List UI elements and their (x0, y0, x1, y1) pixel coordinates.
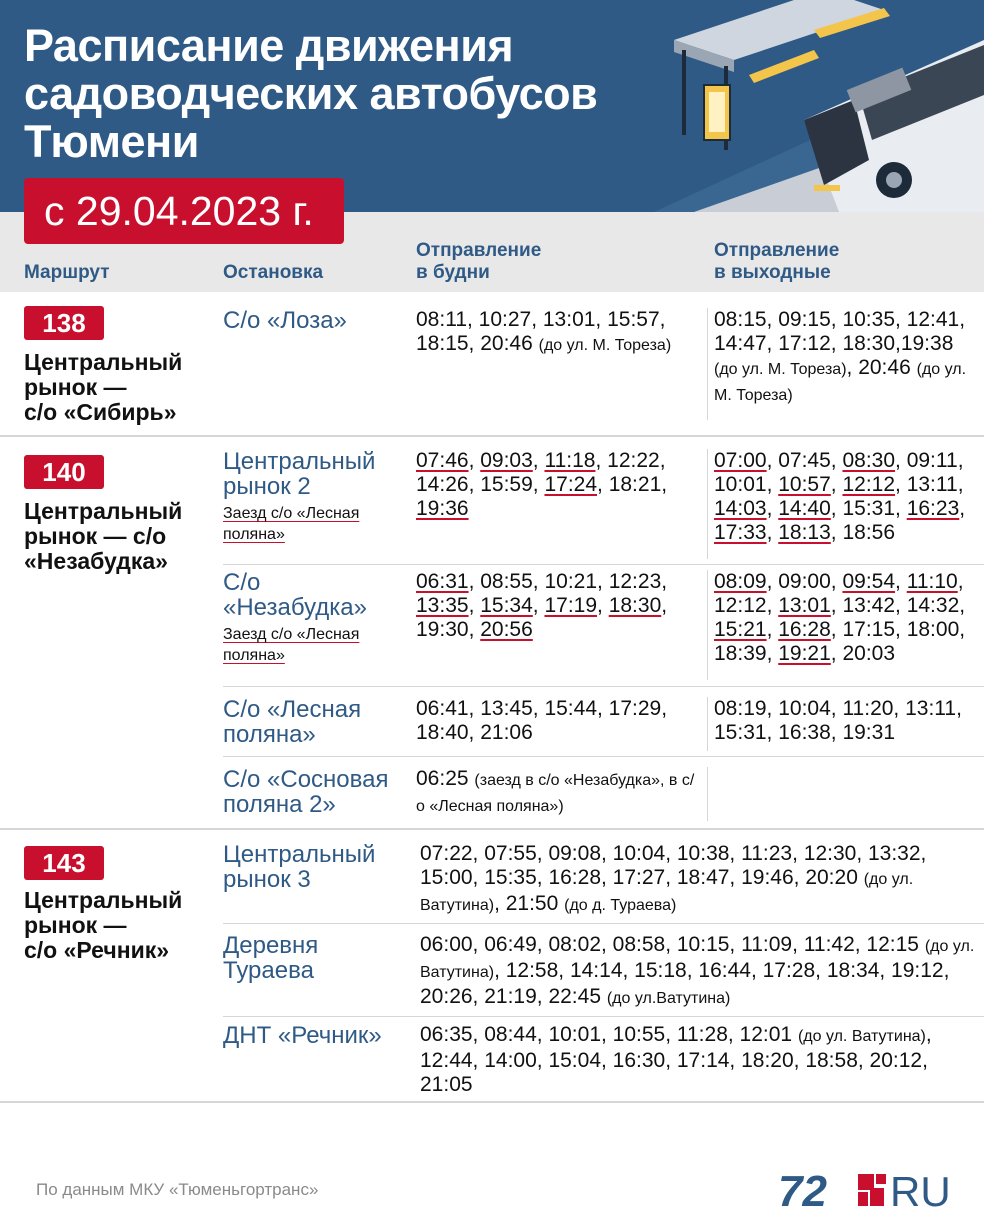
departure-time: 07:00 (714, 449, 767, 472)
stop-row (223, 449, 984, 565)
column-divider (707, 697, 708, 751)
weekend-times: 08:15, 09:15, 10:35, 12:41, 14:47, 17:12, 18:30,19:38 (до ул. М. Тореза), 20:46 (до ул. М. Тореза) (714, 308, 967, 404)
departure-time: 08:30 (842, 449, 896, 472)
all-days-times: 06:00, 06:49, 08:02, 08:58, 10:15, 11:09, 11:42, 12:15 (до ул. Ватутина), 12:58, 14:14, 15:18, 16:44, 17:28, 18:34, 19:12, 20:26, 21:19, 22:45 (до ул.Ватутина) (420, 933, 975, 1008)
route-number-badge: 140 (24, 455, 104, 489)
svg-text:RU: RU (890, 1168, 951, 1212)
stop-name: С/о «Лоза» (223, 307, 347, 334)
departure-time: 16:28 (778, 618, 831, 641)
all-days-times: 06:35, 08:44, 10:01, 10:55, 11:28, 12:01 (до ул. Ватутина), 12:44, 14:00, 15:04, 16:30, 17:14, 18:20, 18:58, 20:12, 21:05 (420, 1023, 932, 1096)
departure-time: 18:30 (608, 594, 662, 617)
route-name: Центральный рынок — с/о «Незабудка» (24, 498, 183, 574)
departure-time: 14:40 (778, 497, 831, 520)
route-number-badge: 138 (24, 306, 104, 340)
departure-time: 15:21 (714, 618, 767, 641)
weekday-times: 06:25 (заезд в с/о «Незабудка», в с/о «Лесная поляна») (416, 767, 695, 815)
departure-time: 06:31 (416, 570, 469, 593)
departure-time: 12:23 (608, 570, 662, 593)
stop-row (223, 933, 984, 1017)
weekend-times: 07:00, 07:45, 08:30, 09:11, 10:01, 10:57, 12:12, 13:11, 14:03, 14:40, 15:31, 16:23, 17:33, 18:13, 18:56 (714, 449, 966, 544)
departure-time: 07:46 (416, 449, 469, 472)
departure-time: 12:12 (842, 473, 896, 496)
departure-time: 12:22 (607, 449, 660, 472)
departure-time: 19:21 (778, 642, 831, 665)
weekday-times: 07:46, 09:03, 11:18, 12:22, 14:26, 15:59, 17:24, 18:21, 19:36 (416, 449, 668, 520)
column-stop: Остановка (223, 262, 324, 283)
weekday-times: 06:41, 13:45, 15:44, 17:29, 18:40, 21:06 (416, 697, 668, 744)
route-143 (0, 830, 984, 1103)
column-route: Маршрут (24, 262, 110, 283)
departure-time: 15:31 (842, 497, 896, 520)
departure-time: 08:55 (480, 570, 533, 593)
column-weekends: Отправление в выходные (714, 240, 840, 283)
departure-time: 17:24 (544, 473, 598, 496)
all-days-times: 07:22, 07:55, 09:08, 10:04, 10:38, 11:23, 12:30, 13:32, 15:00, 15:35, 16:28, 17:27, 18:47, 19:46, 20:20 (до ул. Ватутина), 21:50 (до д. Тураева) (420, 842, 927, 915)
departure-time: 18:00 (906, 618, 960, 641)
route-138 (0, 292, 984, 437)
departure-time: 08:09 (714, 570, 767, 593)
stop-row (223, 1023, 984, 1099)
departure-time: 14:26 (416, 473, 469, 496)
departure-time: 20:56 (480, 618, 533, 641)
stop-row (223, 308, 984, 428)
departure-time: 13:35 (416, 594, 469, 617)
departure-time: 15:34 (480, 594, 533, 617)
departure-time: 19:36 (416, 497, 469, 520)
departure-time: 09:03 (480, 449, 533, 472)
departure-time: 14:03 (714, 497, 767, 520)
column-divider (707, 767, 708, 821)
stop-name: С/о «Незабудка» Заезд с/о «Лесная поляна» (223, 570, 408, 666)
departure-time: 18:13 (778, 521, 831, 544)
page-title: Расписание движения садоводческих автобусов Тюмени (24, 20, 598, 167)
departure-time: 18:21 (608, 473, 662, 496)
departure-time: 10:01 (714, 473, 767, 496)
departure-time: 17:33 (714, 521, 767, 544)
72ru-logo (778, 1168, 958, 1212)
column-divider (707, 449, 708, 559)
route-name: Центральный рынок — с/о «Сибирь» (24, 349, 183, 425)
route-name: Центральный рынок — с/о «Речник» (24, 887, 183, 963)
column-weekdays: Отправление в будни (416, 240, 542, 283)
stop-row (223, 767, 984, 827)
departure-time: 16:23 (906, 497, 960, 520)
departure-time: 18:39 (714, 642, 767, 665)
departure-time: 17:15 (842, 618, 896, 641)
departure-time: 13:11 (906, 473, 958, 496)
stop-name: С/о «Лесная поляна» (223, 696, 362, 748)
departure-time: 10:57 (778, 473, 831, 496)
stop-name: С/о «Сосновая поляна 2» (223, 766, 389, 818)
bus-stop-illustration (654, 0, 984, 212)
source-note: По данным МКУ «Тюменьгортранс» (36, 1180, 319, 1199)
departure-time: 09:11 (906, 449, 958, 472)
svg-text:72: 72 (778, 1168, 827, 1212)
column-divider (707, 308, 708, 420)
departure-time: 12:12 (714, 594, 767, 617)
weekend-times: 08:19, 10:04, 11:20, 13:11, 15:31, 16:38, 19:31 (714, 697, 962, 744)
departure-time: 15:59 (480, 473, 533, 496)
date-badge: с 29.04.2023 г. (24, 178, 344, 244)
stop-note: Заезд с/о «Лесная поляна» (223, 505, 360, 543)
departure-time: 11:10 (906, 570, 958, 593)
departure-time: 09:54 (842, 570, 896, 593)
departure-time: 13:42 (842, 594, 896, 617)
departure-time: 17:19 (544, 594, 598, 617)
weekday-times: 06:31, 08:55, 10:21, 12:23, 13:35, 15:34, 17:19, 18:30, 19:30, 20:56 (416, 570, 668, 641)
stop-name: Деревня Тураева (223, 932, 319, 984)
weekday-times: 08:11, 10:27, 13:01, 15:57, 18:15, 20:46 (до ул. М. Тореза) (416, 308, 672, 355)
departure-time: 11:18 (544, 449, 596, 472)
stop-name: Центральный рынок 2 Заезд с/о «Лесная поляна» (223, 449, 408, 545)
column-divider (707, 570, 708, 680)
weekend-times: 08:09, 09:00, 09:54, 11:10, 12:12, 13:01, 13:42, 14:32, 15:21, 16:28, 17:15, 18:00, 18:39, 19:21, 20:03 (714, 570, 966, 665)
departure-time: 10:21 (544, 570, 598, 593)
stop-note: Заезд с/о «Лесная поляна» (223, 626, 360, 664)
departure-time: 19:30 (416, 618, 469, 641)
stop-row (223, 697, 984, 757)
departure-time: 13:01 (778, 594, 831, 617)
stop-name: ДНТ «Речник» (223, 1022, 382, 1049)
route-number-badge: 143 (24, 846, 104, 880)
departure-time: 18:56 (842, 521, 896, 544)
departure-time: 14:32 (906, 594, 960, 617)
departure-time: 07:45 (778, 449, 831, 472)
route-140 (0, 437, 984, 830)
departure-time: 09:00 (778, 570, 831, 593)
stop-row (223, 570, 984, 687)
departure-time: 20:03 (842, 642, 896, 665)
stop-row (223, 842, 984, 924)
stop-name: Центральный рынок 3 (223, 841, 376, 893)
